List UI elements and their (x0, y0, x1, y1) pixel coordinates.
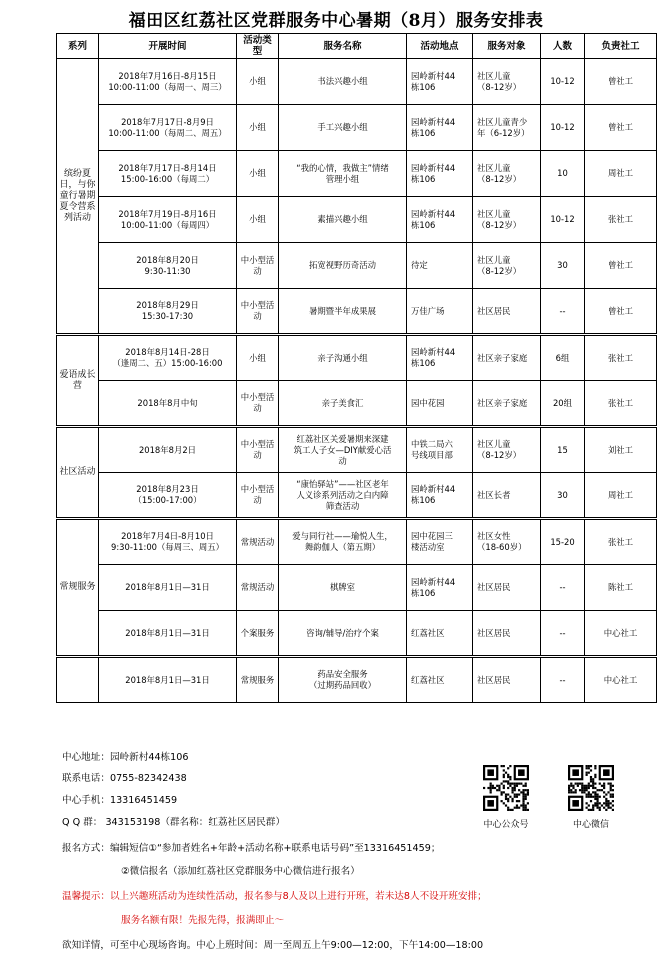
official-account-qr-icon (483, 765, 529, 811)
target-cell (473, 289, 541, 335)
type-cell: 中小型活动 (237, 289, 279, 335)
target-cell (473, 105, 541, 151)
time-cell-line: 9:30-11:00（每周三、周五） (111, 542, 224, 552)
service-cell-line: 动 (338, 455, 347, 466)
staff-cell: 张社工 (585, 519, 657, 565)
target-cell (473, 519, 541, 565)
time-cell-line: 2018年7月4日-8月10日 (121, 531, 214, 541)
service-cell-line: “我的心情，我做主”情绪 (296, 162, 389, 173)
count-cell: -- (541, 289, 585, 335)
place-cell (407, 519, 473, 565)
target-cell (473, 427, 541, 473)
target-cell-line: （8-12岁） (477, 81, 522, 92)
target-cell-line: 社区亲子家庭 (477, 397, 528, 408)
qq-group: Q Q 群： 343153198（群名称：红荔社区居民群） (62, 817, 286, 828)
place-cell-line: 园岭新村44 (411, 70, 456, 81)
type-cell: 小组 (237, 59, 279, 105)
time-cell-line: 2018年8月1日—31日 (125, 582, 210, 592)
target-cell-line: 社区儿童 (477, 208, 511, 219)
count-cell: 10-12 (541, 59, 585, 105)
place-cell-line: 园岭新村44 (411, 208, 456, 219)
header-series: 系列 (57, 34, 99, 59)
service-cell-line: 筑工人子女—DIY献爱心活 (293, 444, 392, 455)
staff-cell: 曾社工 (585, 243, 657, 289)
header-type: 活动类型 (237, 34, 279, 59)
type-cell: 常规活动 (237, 565, 279, 611)
place-cell-line: 园中花园 (411, 397, 445, 408)
staff-cell: 张社工 (585, 197, 657, 243)
place-cell-line: 栋106 (411, 81, 436, 92)
table-row (57, 335, 657, 381)
target-cell-line: （8-12岁） (477, 450, 522, 460)
time-cell-line: 2018年8月2日 (138, 444, 197, 455)
time-cell-line: 2018年7月17日-8月14日 (118, 162, 217, 173)
signup-method-sms: 报名方式：编辑短信①“参加者姓名+年龄+活动名称+联系电话号码”至13316451459； (62, 843, 441, 854)
count-cell: -- (541, 657, 585, 703)
schedule-table (56, 33, 657, 703)
type-cell: 中小型活动 (237, 427, 279, 473)
service-cell (279, 59, 407, 105)
center-mobile: 中心手机：13316451459 (62, 795, 178, 806)
service-cell-line: 舞韵伽人（第五期） (304, 542, 381, 552)
time-cell-line: 2018年7月17日-8月9日 (121, 116, 214, 127)
place-cell (407, 243, 473, 289)
target-cell-line: 社区儿童青少 (477, 116, 528, 127)
place-cell-line: 园岭新村44 (411, 576, 456, 587)
staff-cell: 曾社工 (585, 105, 657, 151)
office-hours: 欲知详情，可至中心现场咨询。中心上班时间：周一至周五上午9:00—12:00，下午14:00—18:00 (62, 940, 484, 951)
service-cell-line: 红荔社区关爱暑期来深建 (296, 433, 389, 444)
time-cell (99, 289, 237, 335)
service-cell (279, 381, 407, 427)
count-cell: 30 (541, 473, 585, 519)
target-cell (473, 611, 541, 657)
count-cell: 30 (541, 243, 585, 289)
staff-cell: 张社工 (585, 381, 657, 427)
time-cell (99, 105, 237, 151)
place-cell (407, 151, 473, 197)
count-cell: -- (541, 565, 585, 611)
header-target: 服务对象 (473, 34, 541, 59)
type-cell: 小组 (237, 335, 279, 381)
time-cell (99, 427, 237, 473)
place-cell-line: 园中花园三 (411, 531, 453, 541)
time-cell-line: 10:00-11:00（每周二、周五） (108, 127, 227, 138)
place-cell (407, 427, 473, 473)
count-cell: -- (541, 611, 585, 657)
service-cell-line: 咨询/辅导/治疗个案 (306, 627, 379, 638)
time-cell-line: 2018年7月16日-8月15日 (118, 70, 217, 81)
time-cell (99, 473, 237, 519)
staff-cell: 中心社工 (585, 611, 657, 657)
place-cell-line: 园岭新村44 (411, 162, 456, 173)
target-cell-line: 社区长者 (477, 489, 511, 500)
target-cell-line: 社区居民 (477, 674, 511, 685)
target-cell-line: （18-60岁） (477, 542, 527, 552)
count-cell: 10-12 (541, 197, 585, 243)
service-cell-line: 拓宽视野历奇活动 (309, 260, 376, 270)
service-cell-line: 素描兴趣小组 (317, 214, 368, 224)
time-cell-line: 2018年8月29日 (136, 300, 199, 310)
time-cell (99, 381, 237, 427)
place-cell-line: 红荔社区 (411, 627, 445, 638)
time-cell (99, 197, 237, 243)
time-cell-line: 10:00-11:00（每周四） (120, 219, 215, 230)
staff-cell: 周社工 (585, 151, 657, 197)
time-cell (99, 151, 237, 197)
header-service: 服务名称 (279, 34, 407, 59)
service-cell-line: 筛查活动 (325, 500, 360, 511)
place-cell-line: 栋106 (411, 587, 436, 598)
service-cell-line: 药品安全服务 (317, 669, 368, 679)
time-cell-line: 15:00-16:00（每周二） (120, 173, 215, 184)
type-cell: 常规活动 (237, 519, 279, 565)
staff-cell: 中心社工 (585, 657, 657, 703)
target-cell-line: （8-12岁） (477, 219, 522, 230)
service-cell-line: 爱与同行社——瑜悦人生， (292, 531, 393, 541)
place-cell-line: 号线项目部 (411, 450, 453, 460)
table-row (57, 611, 657, 657)
place-cell (407, 335, 473, 381)
target-cell (473, 565, 541, 611)
staff-cell: 曾社工 (585, 59, 657, 105)
time-cell-line: 2018年7月19日-8月16日 (118, 208, 217, 219)
target-cell-line: 社区儿童 (477, 70, 511, 81)
time-cell-line: 2018年8月1日—31日 (125, 674, 210, 685)
service-cell-line: “康怡驿站”——社区老年 (296, 478, 389, 489)
service-cell (279, 657, 407, 703)
place-cell (407, 105, 473, 151)
place-cell (407, 59, 473, 105)
qr-caption-wechat: 中心微信 (572, 820, 609, 830)
time-cell-line: 2018年8月20日 (136, 254, 199, 265)
service-cell (279, 197, 407, 243)
table-row (57, 427, 657, 473)
place-cell-line: 栋106 (411, 358, 436, 368)
staff-cell: 周社工 (585, 473, 657, 519)
center-address: 中心地址：园岭新村44栋106 (62, 752, 189, 763)
time-cell (99, 565, 237, 611)
service-cell (279, 335, 407, 381)
time-cell-line: 2018年8月中旬 (137, 397, 198, 408)
service-cell (279, 105, 407, 151)
place-cell (407, 657, 473, 703)
type-cell: 中小型活动 (237, 381, 279, 427)
count-cell: 10-12 (541, 105, 585, 151)
place-cell-line: 栋106 (411, 495, 436, 505)
service-cell-line: 棋牌室 (329, 582, 356, 592)
place-cell (407, 473, 473, 519)
table-row (57, 657, 657, 703)
header-time: 开展时间 (99, 34, 237, 59)
place-cell (407, 381, 473, 427)
table-row (57, 565, 657, 611)
time-cell (99, 611, 237, 657)
staff-cell: 陈社工 (585, 565, 657, 611)
type-cell: 中小型活动 (237, 473, 279, 519)
target-cell-line: （8-12岁） (477, 173, 522, 184)
time-cell-line: 9:30-11:30 (144, 265, 191, 276)
type-cell: 小组 (237, 151, 279, 197)
target-cell-line: 社区儿童 (477, 162, 511, 173)
table-row (57, 289, 657, 335)
target-cell (473, 473, 541, 519)
series-name-cell: 缤纷夏日，与你童行暑期夏令营系列活动 (57, 59, 99, 335)
notice-text: 温馨提示：以上兴趣班活动为连续性活动，报名参与8人及以上进行开班，若未达8人不设开班安排； (62, 891, 487, 902)
service-cell-line: 亲子美食汇 (321, 397, 364, 408)
table-row (57, 197, 657, 243)
wechat-qr-icon (568, 765, 614, 811)
type-cell: 小组 (237, 197, 279, 243)
target-cell-line: （8-12岁） (477, 265, 522, 276)
service-cell (279, 151, 407, 197)
service-cell-line: 手工兴趣小组 (317, 122, 368, 132)
service-cell (279, 427, 407, 473)
signup-method-wechat: ②微信报名（添加红荔社区党群服务中心微信进行报名） (121, 866, 360, 877)
table-row (57, 105, 657, 151)
service-cell-line: 亲子沟通小组 (317, 352, 368, 363)
target-cell (473, 197, 541, 243)
place-cell-line: 栋106 (411, 173, 436, 184)
staff-cell: 刘社工 (585, 427, 657, 473)
place-cell-line: 栋106 (411, 219, 436, 230)
staff-cell: 张社工 (585, 335, 657, 381)
target-cell-line: 社区亲子家庭 (477, 352, 528, 363)
service-cell (279, 565, 407, 611)
target-cell-line: 社区儿童 (477, 254, 511, 265)
place-cell-line: 红荔社区 (411, 674, 445, 685)
table-row (57, 59, 657, 105)
service-cell-line: 暑期暨半年成果展 (309, 305, 376, 316)
target-cell-line: 社区居民 (477, 627, 511, 638)
place-cell-line: 楼活动室 (411, 542, 445, 552)
type-cell: 小组 (237, 105, 279, 151)
header-count: 人数 (541, 34, 585, 59)
target-cell (473, 335, 541, 381)
count-cell: 10 (541, 151, 585, 197)
center-phone: 联系电话：0755-82342438 (62, 773, 187, 784)
place-cell-line: 万佳广场 (411, 305, 445, 316)
type-cell: 个案服务 (237, 611, 279, 657)
place-cell (407, 611, 473, 657)
header-staff: 负责社工 (585, 34, 657, 59)
time-cell (99, 519, 237, 565)
type-cell: 中小型活动 (237, 243, 279, 289)
place-cell (407, 289, 473, 335)
table-body (57, 59, 657, 703)
service-cell (279, 473, 407, 519)
series-name-cell: 常规服务 (57, 519, 99, 657)
time-cell-line: 2018年8月23日 (136, 484, 199, 494)
type-cell: 常规服务 (237, 657, 279, 703)
place-cell (407, 565, 473, 611)
series-name-cell: 爱语成长营 (57, 335, 99, 427)
place-cell-line: 园岭新村44 (411, 116, 456, 127)
target-cell-line: 社区居民 (477, 305, 511, 316)
target-cell-line: 社区儿童 (477, 439, 511, 449)
time-cell (99, 657, 237, 703)
service-cell (279, 611, 407, 657)
time-cell-line: 15:30-17:30 (141, 311, 194, 321)
target-cell (473, 657, 541, 703)
time-cell (99, 335, 237, 381)
service-cell (279, 243, 407, 289)
place-cell-line: 栋106 (411, 127, 436, 138)
table-row (57, 381, 657, 427)
place-cell-line: 中铁二局六 (411, 439, 453, 449)
time-cell (99, 243, 237, 289)
service-cell-line: 书法兴趣小组 (317, 76, 368, 86)
service-cell-line: 管理小组 (325, 173, 360, 184)
service-cell-line: （过期药品回收） (309, 680, 376, 690)
qr-caption-official: 中心公众号 (483, 820, 529, 830)
target-cell (473, 151, 541, 197)
place-cell-line: 待定 (411, 260, 428, 270)
table-row (57, 243, 657, 289)
time-cell (99, 59, 237, 105)
place-cell-line: 园岭新村44 (411, 347, 456, 357)
service-cell (279, 519, 407, 565)
table-header-row (57, 34, 657, 59)
target-cell (473, 381, 541, 427)
time-cell-line: （逢周二、五）15:00-16:00 (112, 358, 223, 368)
time-cell-line: 2018年8月1日—31日 (125, 627, 210, 638)
service-cell-line: 人义诊系列活动之白内障 (296, 489, 389, 500)
time-cell-line: 10:00-11:00（每周一、周三） (108, 81, 227, 92)
target-cell (473, 59, 541, 105)
staff-cell: 曾社工 (585, 289, 657, 335)
time-cell-line: （15:00-17:00） (133, 495, 202, 505)
series-name-cell: 社区活动 (57, 427, 99, 519)
target-cell (473, 243, 541, 289)
time-cell-line: 2018年8月14日-28日 (125, 347, 210, 357)
header-place: 活动地点 (407, 34, 473, 59)
table-row (57, 519, 657, 565)
place-cell (407, 197, 473, 243)
place-cell-line: 园岭新村44 (411, 484, 456, 494)
table-row (57, 151, 657, 197)
count-cell: 15-20 (541, 519, 585, 565)
service-cell (279, 289, 407, 335)
count-cell: 20组 (541, 381, 585, 427)
series-name-cell (57, 657, 99, 703)
target-cell-line: 社区女性 (477, 531, 511, 541)
target-cell-line: 社区居民 (477, 582, 511, 592)
target-cell-line: 年（6-12岁） (477, 127, 530, 138)
page-title: 福田区红荔社区党群服务中心暑期（8月）服务安排表 (128, 11, 544, 31)
count-cell: 15 (541, 427, 585, 473)
notice-limit: 服务名额有限！先报先得，报满即止～ (121, 915, 285, 926)
table-row (57, 473, 657, 519)
count-cell: 6组 (541, 335, 585, 381)
